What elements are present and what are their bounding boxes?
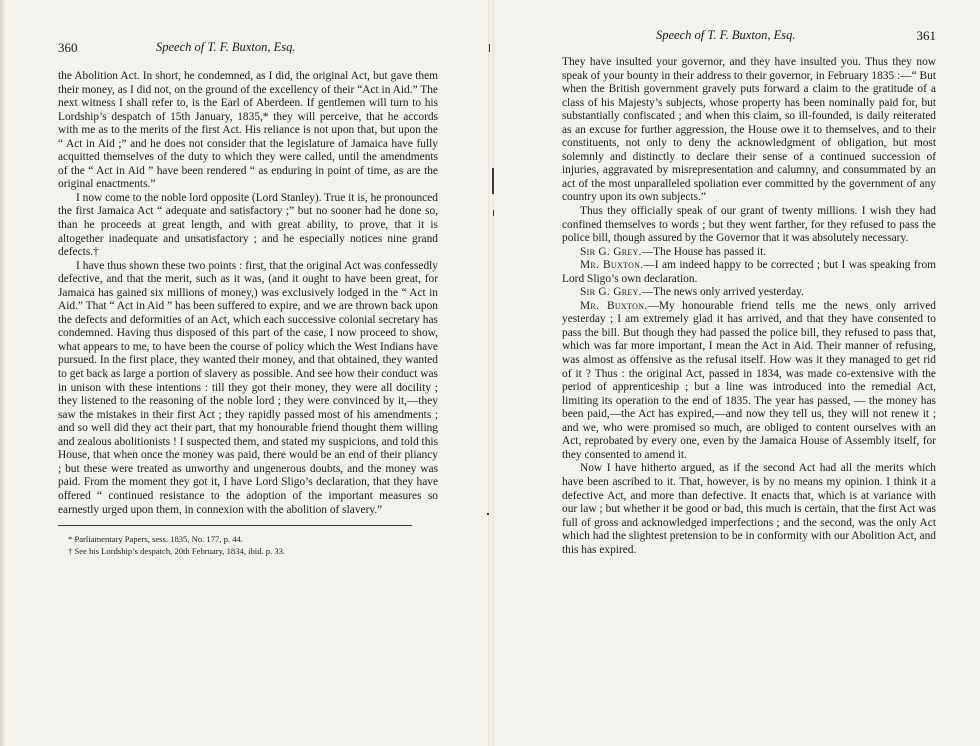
scan-speck [493,210,494,216]
dialogue-line [562,286,936,300]
paragraph: I now come to the noble lord opposite (Lord Stanley). True it is, he pronounced the first Jamaica Act “ adequate and satisfactory ;” but no sooner had he done so, than he proceeds at great length, and with great ability, to prove, that it is altogether inadequate and unsatisfactory ; and he especially notices nine grand defects.† [58,191,438,259]
paragraph: Thus they officially speak of our grant of twenty millions. I wish they had confined themselves to words ; but they went farther, for they refused to pass the police bill, though assured by the Governor that it was absolutely necessary. [562,205,936,245]
paragraph: Now I have hitherto argued, as if the second Act had all the merits which have been ascribed to it. That, however, is by no means my opinion. I think it a defective Act, and more than defective. It enacts that, which is at variance with our law ; but whether it be good or bad, this much is certain, that the first Act was full of gross and acknowledged imperfections ; and the second, was the only Act which had the slightest pretension to be in conformity with our Abolition Act, and this has expired. [562,462,936,556]
right-running-head [562,28,936,50]
left-running-head [58,40,438,62]
speech-text: —The news only arrived yesterday. [641,286,804,299]
footnotes [58,534,438,557]
speech-text: —I am indeed happy to be corrected ; but I was speaking from Lord Sligo’s own declaration. [562,259,936,285]
book-gutter [488,0,494,746]
right-body-text [562,56,936,557]
scan-speck [492,168,494,194]
page-edge [0,0,6,746]
dialogue-line [562,259,936,286]
footnote-rule [58,525,412,526]
speaker-name: Mr. Buxton. [580,299,648,312]
left-running-title: Speech of T. F. Buxton, Esq. [156,40,296,54]
left-body-text [58,70,438,517]
scan-speck [487,513,489,515]
speaker-name: Sir G. Grey. [580,245,642,258]
paragraph: the Abolition Act. In short, he condemned, as I did, the original Act, but gave them their money, as I did not, on the ground of the excellency of their “Act in Aid.” The next witness I shall refer to, is the Earl of Aberdeen. If gentlemen will turn to his Lordship’s despatch of 15th January, 1835,* they will perceive, that he accords with me as to the merits of the first Act. His reliance is not upon that, but upon the “ Act in Aid ;” and he does not consider that the legislature of Jamaica have fully acquitted themselves of the duty to which they were called, until the amendments of the “ Act in Aid ” have been rendered “ as enduring in point of time, as are the original enactments.” [58,70,438,191]
speech-text: —The House has passed it. [641,245,767,258]
speaker-name: Mr. Buxton. [580,259,644,272]
speaker-name: Sir G. Grey. [580,286,642,299]
paragraph: I have thus shown these two points : first, that the original Act was confessedly defective, and that the merit, such as it was, (and it ought to have been great, for Jamaica has gained six millions of money,) was exclusively lodged in the “ Act in Aid.” That “ Act in Aid ” has been suffered to expire, and we are thrown back upon the defects and deformities of an Act, which each successive colonial secretary has condemned. Having thus disposed of this part of the case, I now proceed to show, what appears to me, to have been the course of policy which the West Indians have pursued. In the first place, they wanted their money, and that obtained, they wanted to get back as large a portion of slavery as possible. And see how their conduct was in unison with these intentions : till they got their money, they were all docility ; they listened to the reasoning of the noble lord ; they were convinced by it,—they saw the mistakes in their first Act ; they rapidly passed most of his amendments ; and so well did they act their part, that my honourable friend thought them willing and zealous abolitionists ! I suspected them, and stated my suspicions, and told this House, that when once the money was paid, there would be an end of their pliancy ; but these were treated as unworthy and ungenerous doubts, and the money was paid. From the moment they got it, I have Lord Sligo’s declaration, that they have offered “ continued resistance to the adoption of the important measures so earnestly urged upon them, in connexion with the abolition of slavery.” [58,259,438,516]
paragraph: They have insulted your governor, and they have insulted you. Thus they now speak of your bounty in their address to their governor, in February 1835 :—“ But when the British government gravely puts forward a claim to the gratitude of a class of his Majesty’s subjects, whose property has been nominally paid for, but substantially confiscated ; and when this claim, so ill-founded, is daily reiterated as an excuse for further aggression, the House owe it to themselves, and to their constituents, not only to deny the acknowledgment of obligation, but most solemnly and distinctly to declare their sense of a continued succession of injuries, aggravated by misrepresentation and calumny, and consummated by an act of the most unparalleled spoliation ever committed by the government of any country upon its own subjects.” [562,56,936,204]
scan-speck [489,44,490,52]
left-page [8,0,486,746]
footnote: † See his Lordship’s despatch, 20th February, 1834, ibid. p. 33. [68,545,286,556]
left-page-number: 360 [58,40,78,55]
footnote: * Parliamentary Papers, sess. 1835, No. 177, p. 44. [68,534,243,545]
right-page-number: 361 [916,28,936,43]
speech-text: —My honourable friend tells me the news only arrived yesterday ; I am extremely glad it has arrived, and that they have consented to pass the bill. But though they had passed the police bill, they refused to pass that, which was far more important, I mean the Act in Aid. Their manner of refusing, was almost as offensive as the refusal itself. How was it they managed to get rid of it ? Thus : the original Act, passed in 1834, was made co-extensive with the period of apprenticeship ; but a line was introduced into the remedial Act, limiting its operation to the end of 1835. The year has passed, — the money has been paid,—the Act has expired,—and now they tell us, they will not renew it ; and we, who were promised so much, are obliged to content ourselves with an Act, reprobated by every one, even by the Jamaica House of Assembly itself, for they consented to amend it. [562,299,936,461]
right-running-title: Speech of T. F. Buxton, Esq. [656,28,796,42]
right-page [500,0,972,746]
dialogue-line [562,246,936,260]
dialogue-line [562,300,936,463]
